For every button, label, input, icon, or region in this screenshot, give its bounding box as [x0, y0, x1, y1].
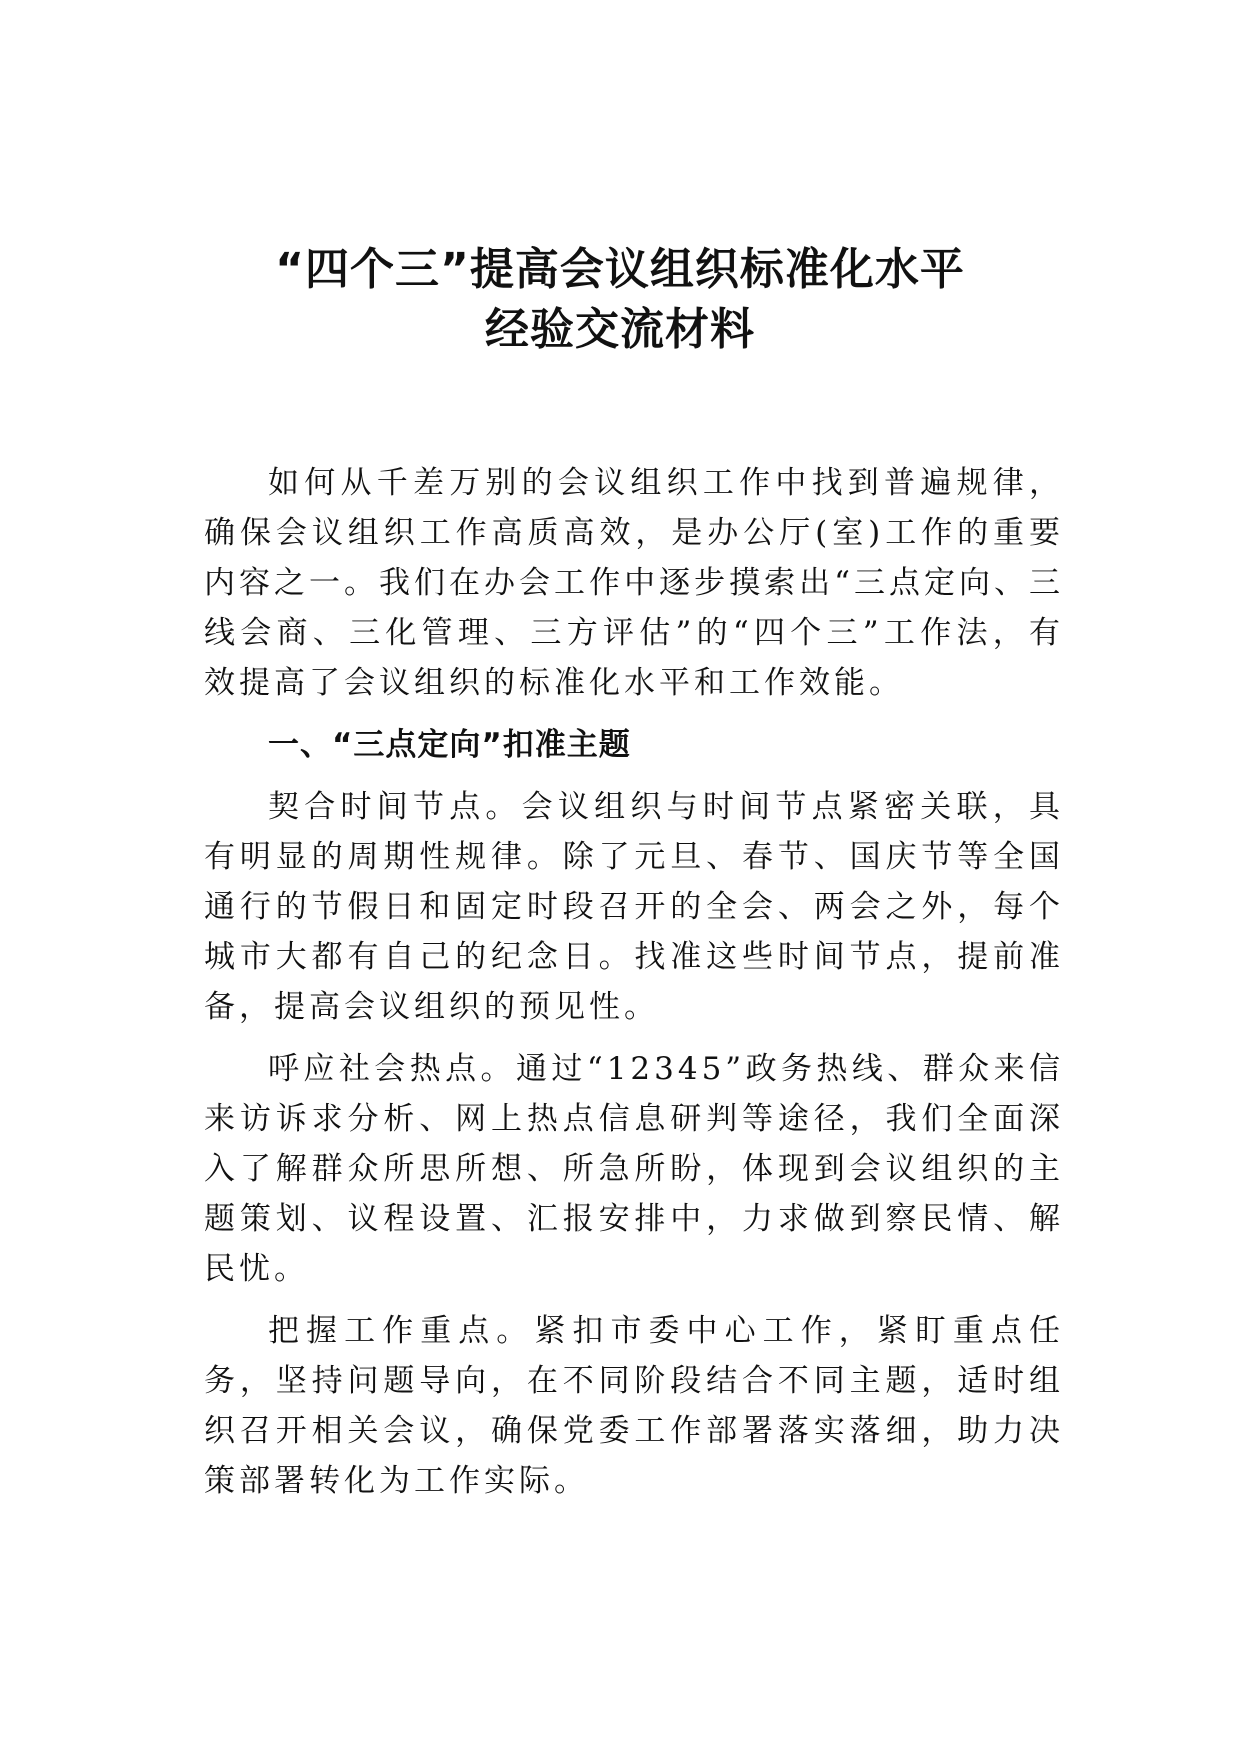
title-line-2: 经验交流材料 [485, 304, 755, 355]
document-title [0, 240, 1240, 360]
document-body [204, 458, 1064, 1518]
paragraph-work-priorities: 把握工作重点。紧扣市委中心工作，紧盯重点任务，坚持问题导向，在不同阶段结合不同主题，适时组织召开相关会议，确保党委工作部署落实落细，助力决策部署转化为工作实际。 [204, 1313, 1064, 1499]
title-line-1: “四个三”提高会议组织标准化水平 [275, 244, 965, 295]
paragraph-social-hotspots: 呼应社会热点。通过“12345”政务热线、群众来信来访诉求分析、网上热点信息研判等途径，我们全面深入了解群众所思所想、所急所盼，体现到会议组织的主题策划、议程设置、汇报安排中，力求做到察民情、解民忧。 [204, 1051, 1064, 1287]
paragraph-time-nodes: 契合时间节点。会议组织与时间节点紧密关联，具有明显的周期性规律。除了元旦、春节、国庆节等全国通行的节假日和固定时段召开的全会、两会之外，每个城市大都有自己的纪念日。找准这些时间节点，提前准备，提高会议组织的预见性。 [204, 789, 1064, 1025]
section-heading-1: 一、“三点定向”扣准主题 [268, 727, 631, 763]
intro-paragraph: 如何从千差万别的会议组织工作中找到普遍规律，确保会议组织工作高质高效，是办公厅(室)工作的重要内容之一。我们在办会工作中逐步摸索出“三点定向、三线会商、三化管理、三方评估”的“四个三”工作法，有效提高了会议组织的标准化水平和工作效能。 [204, 465, 1064, 701]
